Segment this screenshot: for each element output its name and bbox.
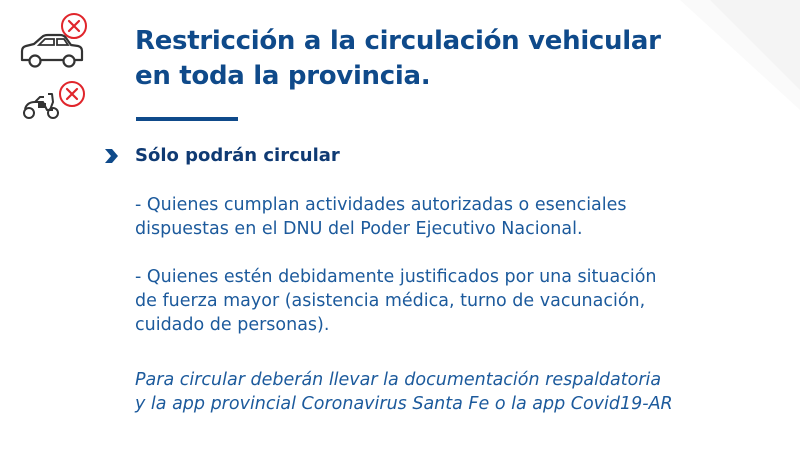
- section-heading: Sólo podrán circular: [135, 145, 340, 166]
- title-line-2: en toda la provincia.: [135, 61, 431, 91]
- title-underline: [136, 117, 238, 121]
- paragraph-line: - Quienes cumplan actividades autorizadas o esenciales: [135, 195, 627, 215]
- paragraph-essential-activities: [135, 193, 627, 241]
- corner-decoration: [680, 0, 800, 120]
- paragraph-line: de fuerza mayor (asistencia médica, turno de vacunación,: [135, 291, 646, 311]
- chevron-right-icon: [103, 147, 119, 165]
- paragraph-force-majeure: [135, 265, 657, 337]
- note-line: Para circular deberán llevar la documentación respaldatoria: [135, 370, 662, 390]
- car-prohibited-icon-group: [18, 12, 90, 72]
- page-title: [135, 24, 661, 94]
- note-line: y la app provincial Coronavirus Santa Fe o la app Covid19-AR: [135, 394, 673, 414]
- prohibited-icon: [58, 80, 86, 108]
- prohibited-icon: [60, 12, 88, 40]
- paragraph-line: dispuestas en el DNU del Poder Ejecutivo Nacional.: [135, 219, 583, 239]
- paragraph-line: cuidado de personas).: [135, 315, 330, 335]
- scooter-prohibited-icon-group: [20, 80, 90, 124]
- title-line-1: Restricción a la circulación vehicular: [135, 26, 661, 56]
- documentation-note: [135, 368, 673, 416]
- paragraph-line: - Quienes estén debidamente justificados por una situación: [135, 267, 657, 287]
